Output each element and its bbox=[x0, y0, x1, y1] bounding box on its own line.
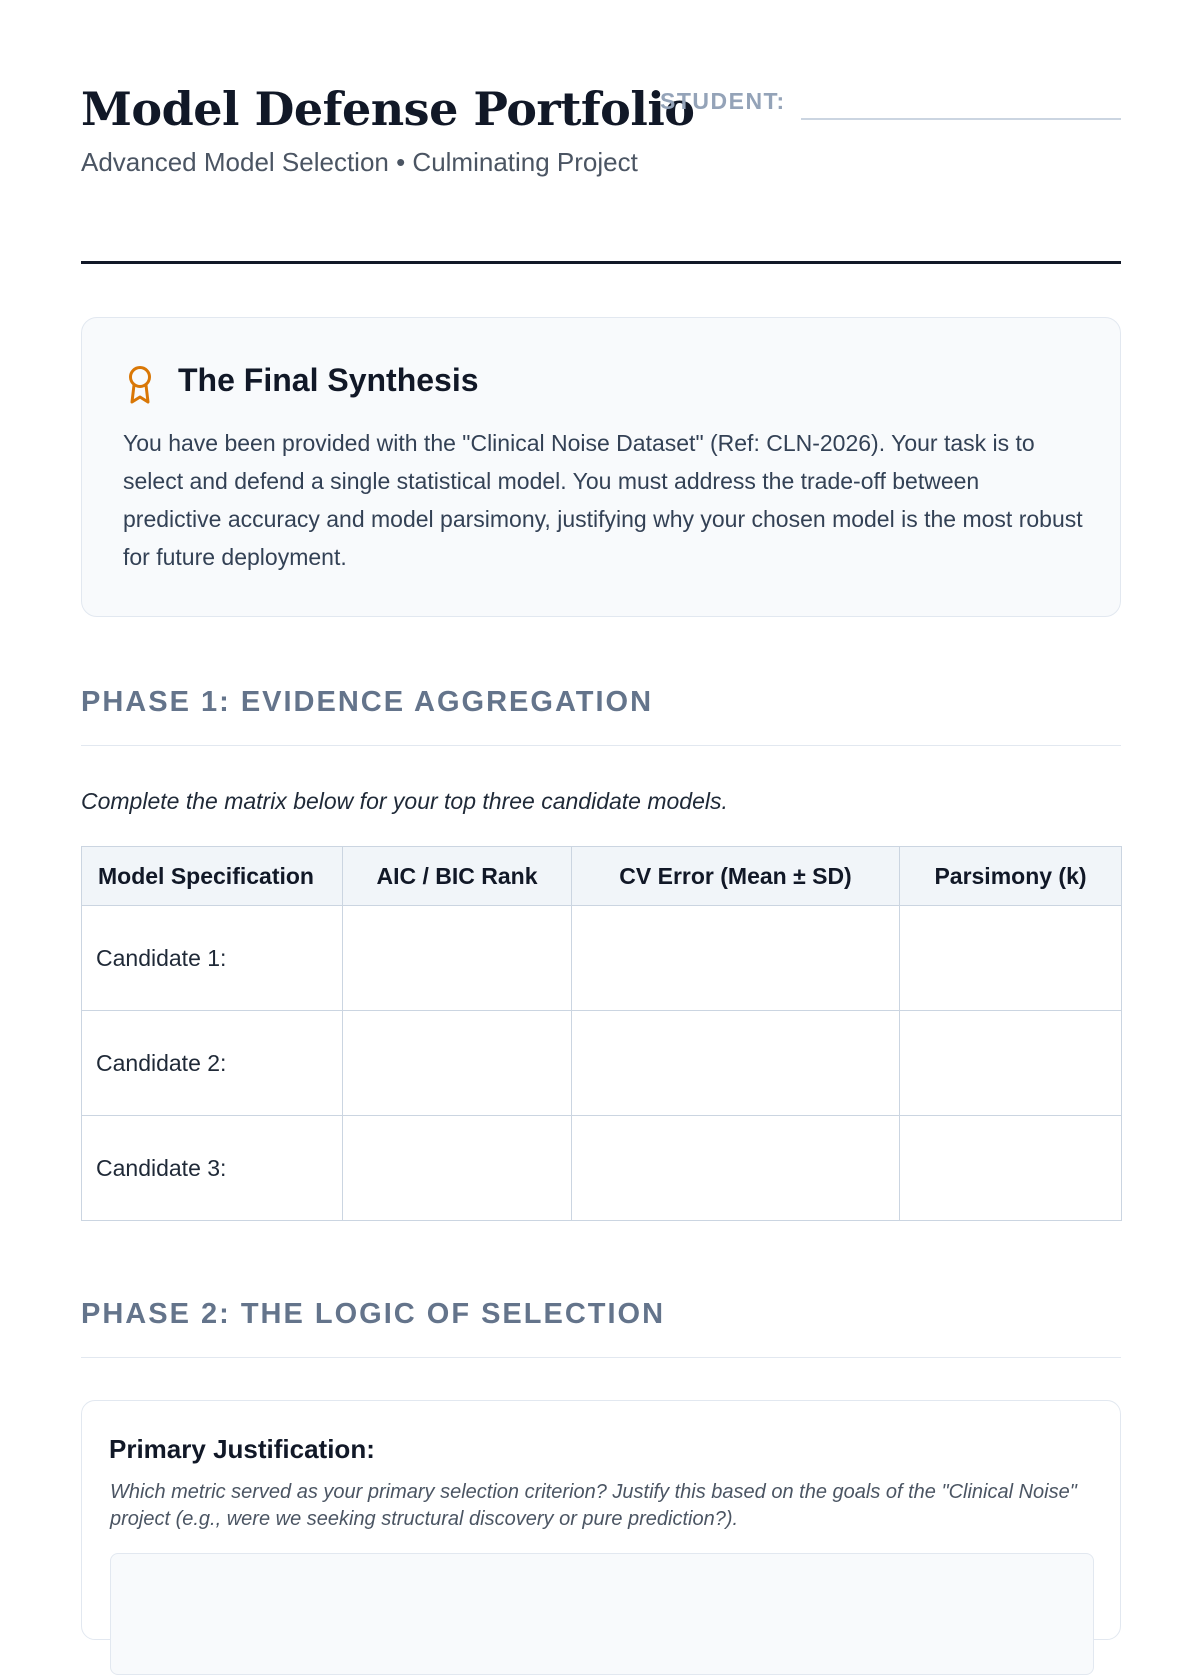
parsimony-cell[interactable] bbox=[900, 906, 1122, 1011]
column-header-cv-error: CV Error (Mean ± SD) bbox=[572, 847, 900, 906]
cv-error-cell[interactable] bbox=[572, 1011, 900, 1116]
phase2-heading: PHASE 2: THE LOGIC OF SELECTION bbox=[81, 1298, 1121, 1358]
phase1-instructions: Complete the matrix below for your top three candidate models. bbox=[81, 788, 728, 814]
aic-bic-cell[interactable] bbox=[343, 906, 572, 1011]
evidence-matrix-table bbox=[81, 846, 1122, 1221]
page-title: Model Defense Portfolio bbox=[81, 82, 695, 136]
cv-error-cell[interactable] bbox=[572, 1116, 900, 1221]
cv-error-cell[interactable] bbox=[572, 906, 900, 1011]
synthesis-body: You have been provided with the "Clinical Noise Dataset" (Ref: CLN-2026). Your task is to select and defend a single statistical model. You must address the trade-off between predictive accuracy and model parsimony, justifying why your chosen model is the most robust for future deployment. bbox=[123, 430, 1083, 570]
parsimony-cell[interactable] bbox=[900, 1116, 1122, 1221]
aic-bic-cell[interactable] bbox=[343, 1116, 572, 1221]
student-label: STUDENT: bbox=[660, 88, 786, 114]
column-header-model-specification: Model Specification bbox=[82, 847, 343, 906]
award-ribbon-icon bbox=[126, 365, 154, 405]
table-header-row bbox=[82, 847, 1122, 906]
table-row bbox=[82, 906, 1122, 1011]
column-header-parsimony: Parsimony (k) bbox=[900, 847, 1122, 906]
candidate-label: Candidate 1: bbox=[82, 906, 343, 1011]
primary-justification-card bbox=[81, 1400, 1121, 1640]
parsimony-cell[interactable] bbox=[900, 1011, 1122, 1116]
primary-justification-prompt: Which metric served as your primary selection criterion? Justify this based on the goals of the "Clinical Noise" project (e.g., were we seeking structural discovery or pure prediction?). bbox=[110, 1481, 1077, 1530]
worksheet-page bbox=[81, 0, 1121, 1530]
column-header-aic-bic-rank: AIC / BIC Rank bbox=[343, 847, 572, 906]
candidate-label: Candidate 3: bbox=[82, 1116, 343, 1221]
table-row bbox=[82, 1011, 1122, 1116]
synthesis-title: The Final Synthesis bbox=[178, 362, 479, 398]
primary-justification-response-area[interactable] bbox=[110, 1553, 1094, 1675]
candidate-label: Candidate 2: bbox=[82, 1011, 343, 1116]
page-subtitle: Advanced Model Selection • Culminating Project bbox=[81, 147, 638, 177]
aic-bic-cell[interactable] bbox=[343, 1011, 572, 1116]
table-row bbox=[82, 1116, 1122, 1221]
final-synthesis-card bbox=[81, 317, 1121, 617]
student-name-field[interactable] bbox=[801, 118, 1121, 120]
primary-justification-title: Primary Justification: bbox=[109, 1434, 375, 1464]
page-header bbox=[81, 0, 1121, 264]
phase1-heading: PHASE 1: EVIDENCE AGGREGATION bbox=[81, 686, 1121, 746]
